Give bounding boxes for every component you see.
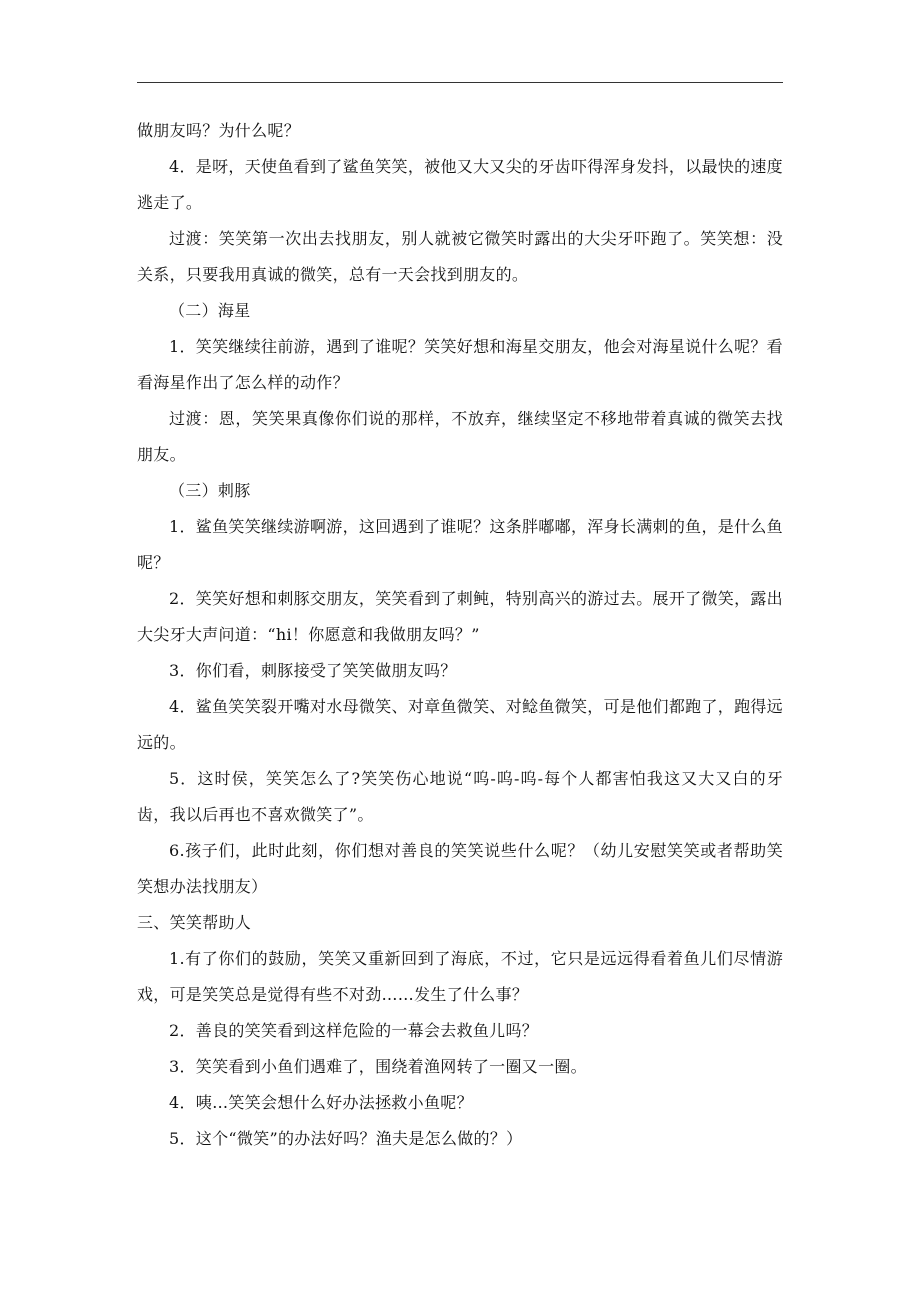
header-rule [137, 82, 783, 83]
list-item-3-pufferfish: 3．你们看，刺豚接受了笑笑做朋友吗？ [169, 661, 457, 680]
list-item-2-pufferfish: 2．笑笑好想和刺豚交朋友，笑笑看到了刺鲀，特别高兴的游过去。展开了微笑，露出大尖牙大声问道：“hi！你愿意和我做朋友吗？” [137, 589, 783, 644]
list-item-6-pufferfish: 6.孩子们，此时此刻，你们想对善良的笑笑说些什么呢？（幼儿安慰笑笑或者帮助笑笑想办法找朋友） [137, 841, 783, 896]
transition-paragraph: 过渡：恩，笑笑果真像你们说的那样，不放弃，继续坚定不移地带着真诚的微笑去找朋友。 [137, 409, 783, 464]
list-item-1-pufferfish: 1．鲨鱼笑笑继续游啊游，这回遇到了谁呢？这条胖嘟嘟，浑身长满刺的鱼，是什么鱼呢？ [137, 517, 783, 572]
paragraph-continuation: 做朋友吗？为什么呢？ [137, 121, 301, 140]
list-item-1-helping: 1.有了你们的鼓励，笑笑又重新回到了海底，不过，它只是远远得看着鱼儿们尽情游戏，可是笑笑总是觉得有些不对劲……发生了什么事？ [137, 949, 783, 1004]
list-item-5-pufferfish: 5．这时侯，笑笑怎么了?笑笑伤心地说“呜-呜-呜-每个人都害怕我这又大又白的牙齿，我以后再也不喜欢微笑了”。 [137, 769, 783, 824]
subheading-starfish: （二）海星 [169, 301, 251, 320]
list-item-5-helping: 5．这个“微笑”的办法好吗？渔夫是怎么做的？） [169, 1129, 523, 1148]
list-item-3-helping: 3．笑笑看到小鱼们遇难了，围绕着渔网转了一圈又一圈。 [169, 1057, 587, 1076]
list-item-4-pufferfish: 4．鲨鱼笑笑裂开嘴对水母微笑、对章鱼微笑、对鲶鱼微笑，可是他们都跑了，跑得远远的。 [137, 697, 783, 752]
list-item-2-helping: 2．善良的笑笑看到这样危险的一幕会去救鱼儿吗？ [169, 1021, 539, 1040]
subheading-pufferfish: （三）刺豚 [169, 481, 251, 500]
list-item-4-helping: 4．咦…笑笑会想什么好办法拯救小鱼呢？ [169, 1093, 473, 1112]
list-item-1-starfish: 1．笑笑继续往前游，遇到了谁呢？笑笑好想和海星交朋友，他会对海星说什么呢？看看海星作出了怎么样的动作？ [137, 337, 783, 392]
document-body [137, 113, 783, 1157]
section-heading-three: 三、笑笑帮助人 [137, 913, 252, 932]
list-item-4-angelfish: 4．是呀，天使鱼看到了鲨鱼笑笑，被他又大又尖的牙齿吓得浑身发抖，以最快的速度逃走了。 [137, 157, 783, 212]
transition-paragraph: 过渡：笑笑第一次出去找朋友，别人就被它微笑时露出的大尖牙吓跑了。笑笑想：没关系，只要我用真诚的微笑，总有一天会找到朋友的。 [137, 229, 783, 284]
